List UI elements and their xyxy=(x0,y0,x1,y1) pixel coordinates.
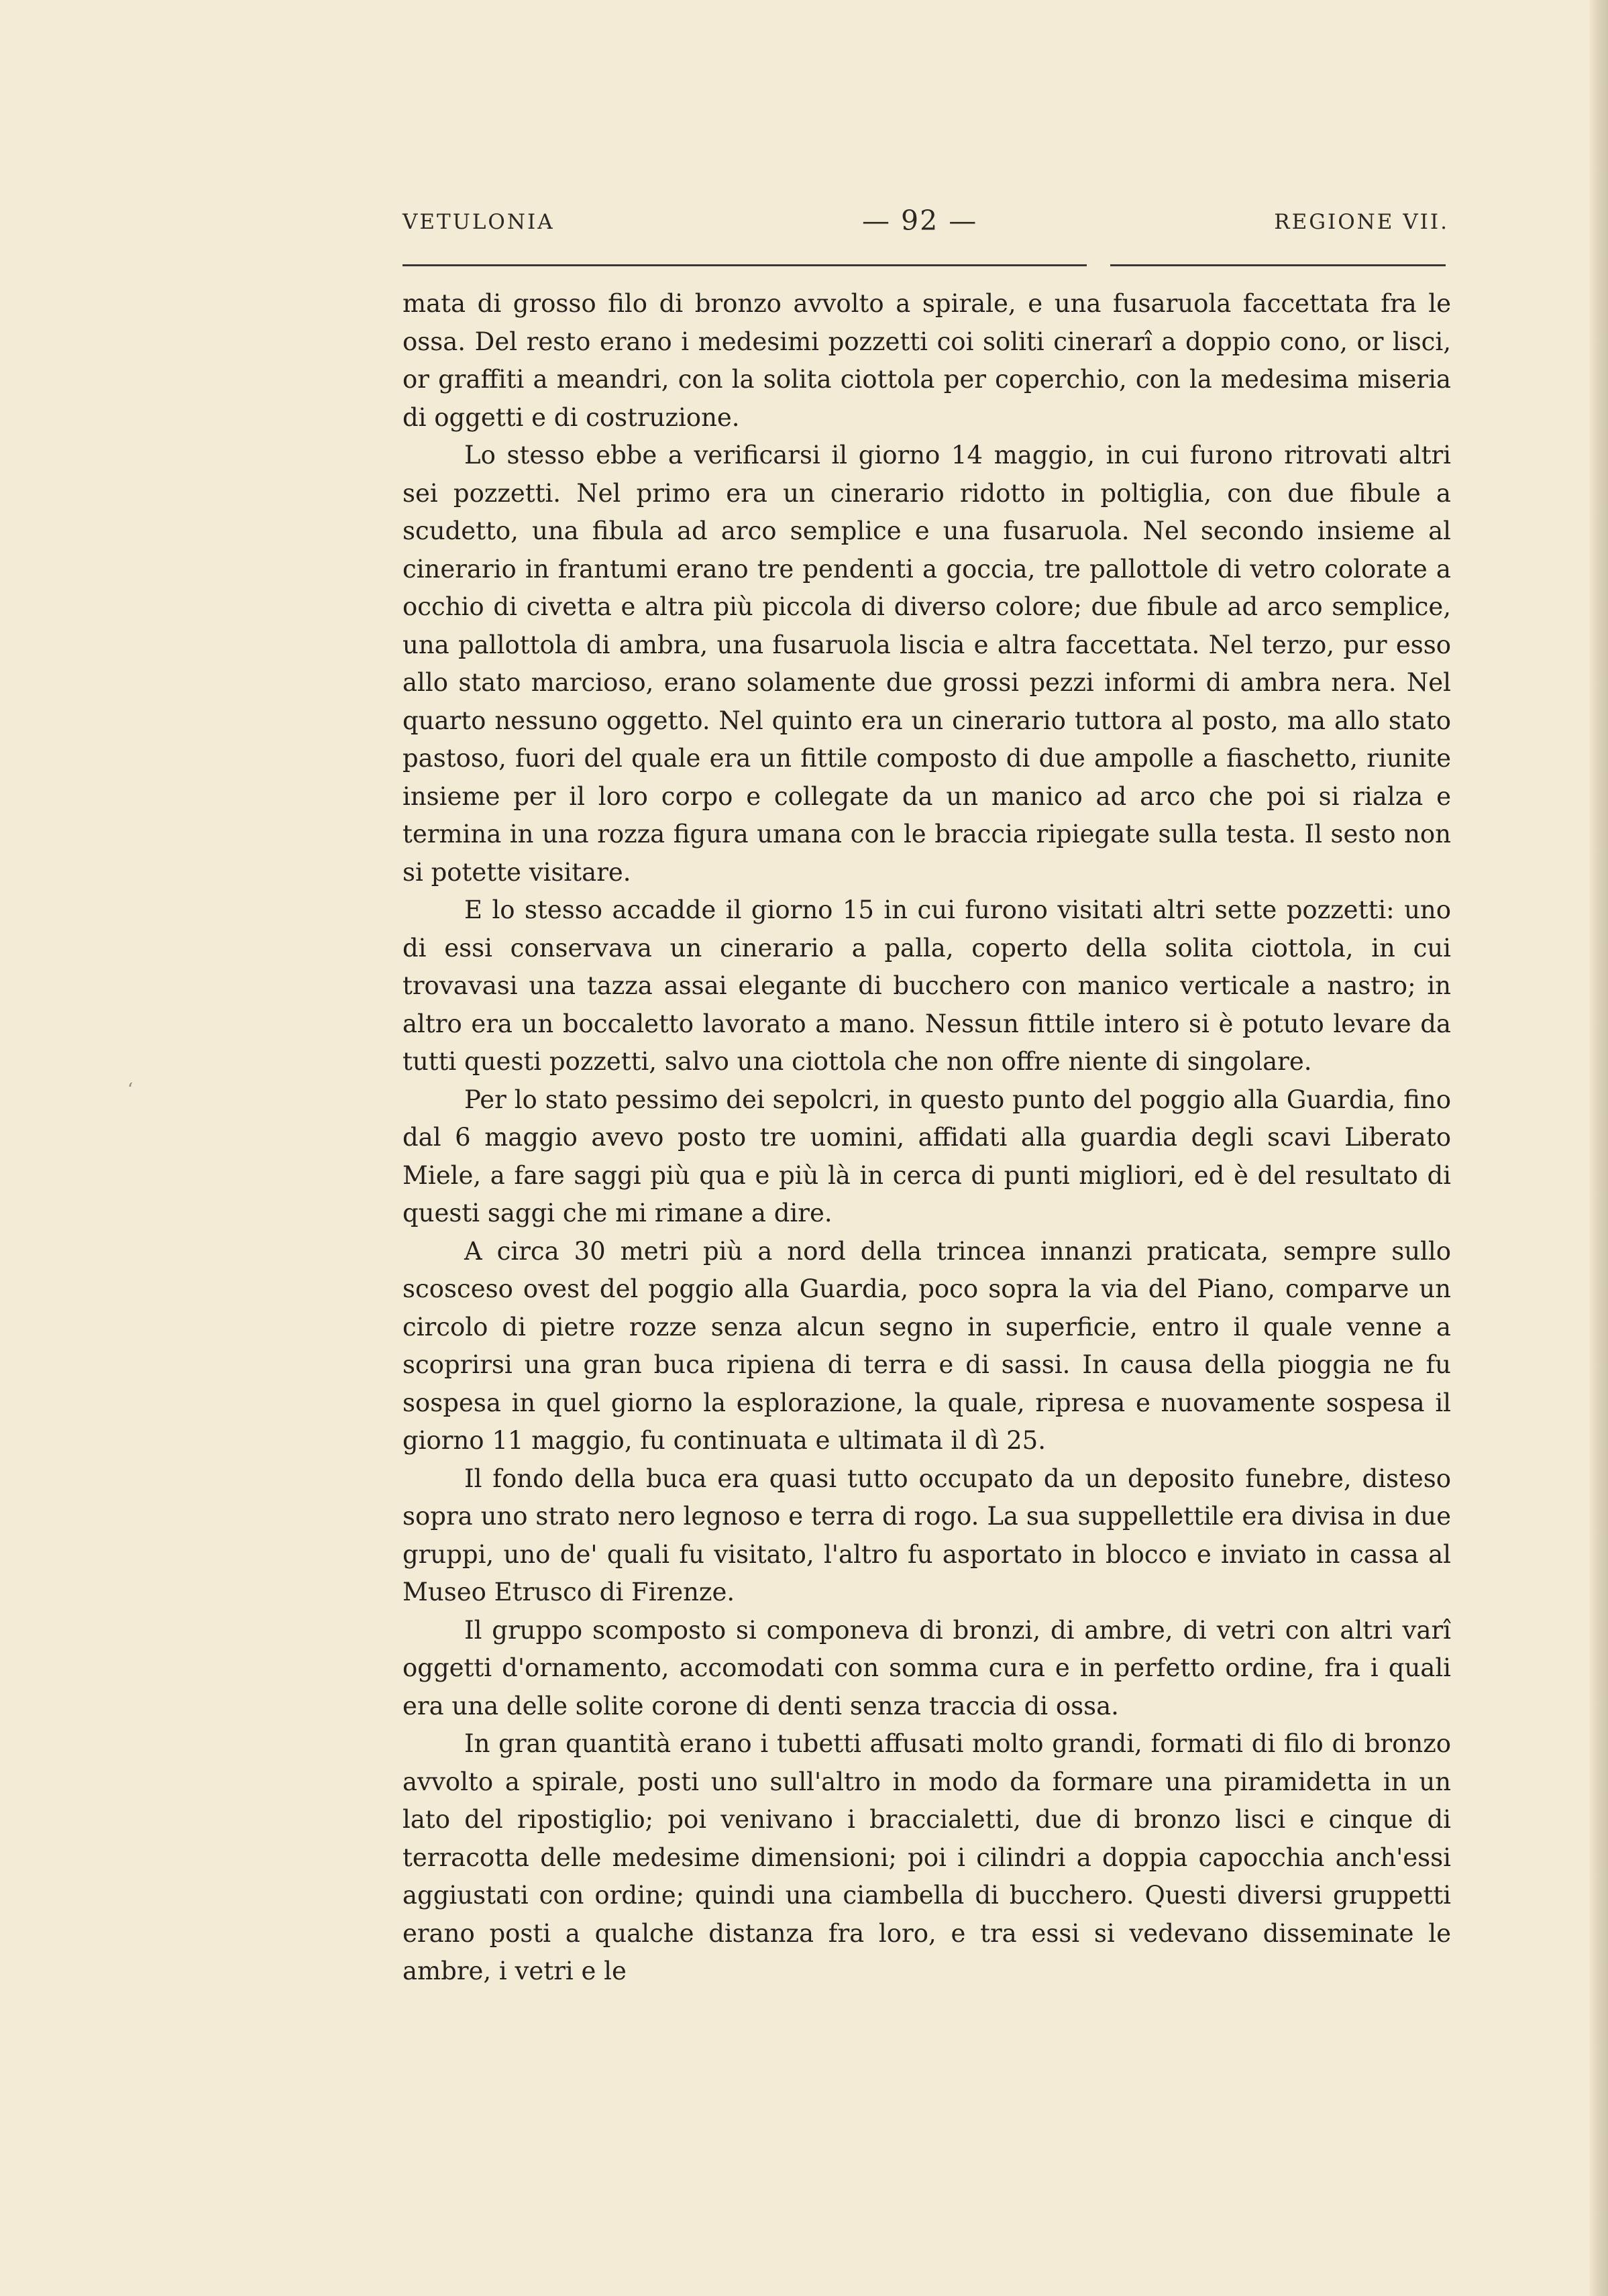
paragraph: Il fondo della buca era quasi tutto occupato da un deposito funebre, disteso sopra uno strato nero legnoso e terra di rogo. La sua suppellettile era divisa in due gruppi, uno de' quali fu visitato, l'altro fu asportato in blocco e inviato in cassa al Museo Etrusco di Firenze. xyxy=(403,1464,1451,1606)
paragraph: Per lo stato pessimo dei sepolcri, in questo punto del poggio alla Guardia, fino dal 6 maggio avevo posto tre uomini, affidati alla guardia degli scavi Liberato Miele, a fare saggi più qua e più là in cerca di punti migliori, ed è del resultato di questi saggi che mi rimane a dire. xyxy=(403,1085,1451,1227)
paragraph: mata di grosso filo di bronzo avvolto a spirale, e una fusaruola faccettata fra le ossa. Del resto erano i medesimi pozzetti coi soliti cinerarî a doppio cono, or lisci, or graffiti a meandri, con la solita ciottola per coperchio, con la medesima miseria di oggetti e di costruzione. xyxy=(403,289,1451,432)
margin-mark: ‘ xyxy=(127,1080,133,1100)
paragraph: In gran quantità erano i tubetti affusati molto grandi, formati di filo di bronzo avvolto a spirale, posti uno sull'altro in modo da formare una piramidetta in un lato del ripostiglio; poi venivano i braccialetti, due di bronzo lisci e cinque di terracotta delle medesime dimensioni; poi i cilindri a doppia capocchia anch'essi aggiustati con ordine; quindi una ciambella di bucchero. Questi diversi gruppetti erano posti a qualche distanza fra loro, e tra essi si vedevano disseminate le ambre, i vetri e le xyxy=(403,1729,1451,1985)
page-edge-shadow xyxy=(1589,0,1608,2296)
running-header xyxy=(403,205,1449,245)
header-right-title: REGIONE VII. xyxy=(1274,210,1449,234)
header-rule-right xyxy=(1110,264,1446,266)
body-text xyxy=(403,285,1451,1991)
header-left-title: VETULONIA xyxy=(403,210,555,234)
header-rule-left xyxy=(403,264,1087,266)
page-number: — 92 — xyxy=(862,205,978,237)
paragraph: Il gruppo scomposto si componeva di bronzi, di ambre, di vetri con altri varî oggetti d'ornamento, accomodati con somma cura e in perfetto ordine, fra i quali era una delle solite corone di denti senza traccia di ossa. xyxy=(403,1615,1451,1720)
paragraph: E lo stesso accadde il giorno 15 in cui furono visitati altri sette pozzetti: uno di essi conservava un cinerario a palla, coperto della solita ciottola, in cui trovavasi una tazza assai elegante di bucchero con manico verticale a nastro; in altro era un boccaletto lavorato a mano. Nessun fittile intero si è potuto levare da tutti questi pozzetti, salvo una ciottola che non offre niente di singolare. xyxy=(403,895,1451,1076)
paragraph: Lo stesso ebbe a verificarsi il giorno 14 maggio, in cui furono ritrovati altri sei pozzetti. Nel primo era un cinerario ridotto in poltiglia, con due fibule a scudetto, una fibula ad arco semplice e una fusaruola. Nel secondo insieme al cinerario in frantumi erano tre pendenti a goccia, tre pallottole di vetro colorate a occhio di civetta e altra più piccola di diverso colore; due fibule ad arco semplice, una pallottola di ambra, una fusaruola liscia e altra faccettata. Nel terzo, pur esso allo stato marcioso, erano solamente due grossi pezzi informi di ambra nera. Nel quarto nessuno oggetto. Nel quinto era un cinerario tuttora al posto, ma allo stato pastoso, fuori del quale era un fittile composto di due ampolle a fiaschetto, riunite insieme per il loro corpo e collegate da un manico ad arco che poi si rialza e termina in una rozza figura umana con le braccia ripiegate sulla testa. Il sesto non si potette visitare. xyxy=(403,441,1451,887)
paragraph: A circa 30 metri più a nord della trincea innanzi praticata, sempre sullo scosceso ovest del poggio alla Guardia, poco sopra la via del Piano, comparve un circolo di pietre rozze senza alcun segno in superficie, entro il quale venne a scoprirsi una gran buca ripiena di terra e di sassi. In causa della pioggia ne fu sospesa in quel giorno la esplorazione, la quale, ripresa e nuovamente sospesa il giorno 11 maggio, fu continuata e ultimata il dì 25. xyxy=(403,1236,1451,1455)
